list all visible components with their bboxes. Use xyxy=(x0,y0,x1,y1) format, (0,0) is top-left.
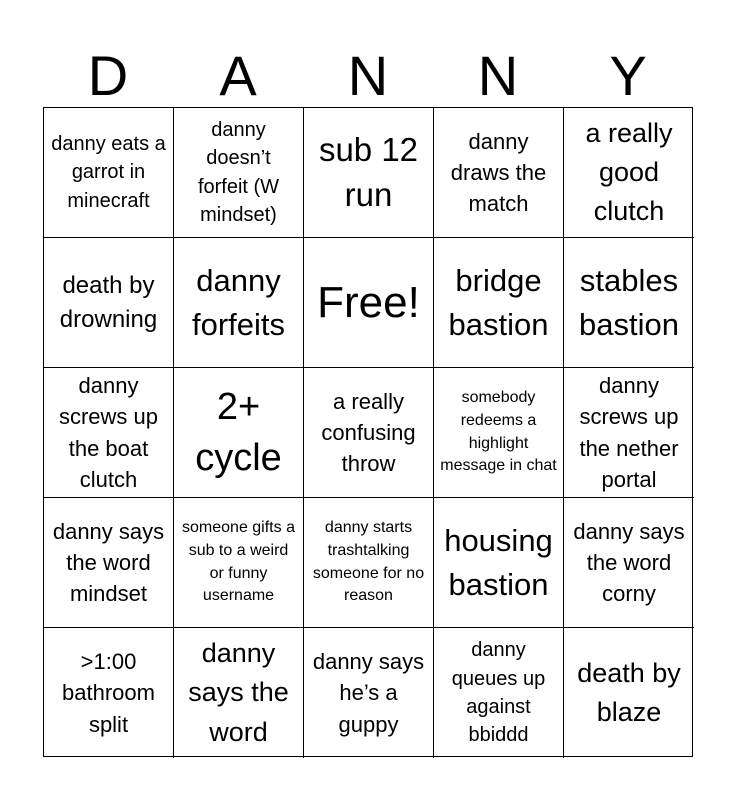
bingo-cell[interactable]: danny says the word mindset xyxy=(44,498,174,628)
bingo-header xyxy=(43,44,693,108)
header-letter-d: D xyxy=(87,44,129,107)
bingo-board xyxy=(43,107,693,757)
bingo-cell[interactable]: danny doesn’t forfeit (W mindset) xyxy=(174,108,304,238)
bingo-cell[interactable]: danny forfeits xyxy=(174,238,304,368)
header-letter-n: N xyxy=(347,44,389,107)
header-letter-a: A xyxy=(219,44,257,107)
bingo-cell[interactable]: danny screws up the boat clutch xyxy=(44,368,174,498)
bingo-cell[interactable]: a really confusing throw xyxy=(304,368,434,498)
bingo-cell[interactable]: danny says the word xyxy=(174,628,304,758)
bingo-cell[interactable]: danny says he’s a guppy xyxy=(304,628,434,758)
bingo-cell[interactable]: danny starts trashtalking someone for no reason xyxy=(304,498,434,628)
bingo-cell[interactable]: death by blaze xyxy=(577,657,681,727)
bingo-cell[interactable]: >1:00 bathroom split xyxy=(44,628,174,758)
bingo-cell[interactable]: housing bastion xyxy=(434,498,564,628)
bingo-cell[interactable]: a really good clutch xyxy=(564,108,694,238)
bingo-cell[interactable]: bridge bastion xyxy=(434,238,564,368)
bingo-cell[interactable]: danny draws the match xyxy=(434,108,564,238)
bingo-cell[interactable]: sub 12 run xyxy=(304,108,434,238)
bingo-cell[interactable]: 2+ cycle xyxy=(174,368,304,498)
bingo-cell[interactable]: danny screws up the nether portal xyxy=(564,368,694,498)
header-letter-y: Y xyxy=(609,44,647,107)
bingo-cell[interactable]: someone gifts a sub to a weird or funny username xyxy=(174,498,304,628)
bingo-cell[interactable]: danny queues up against bbiddd xyxy=(434,628,564,758)
bingo-cell[interactable]: stables bastion xyxy=(564,238,694,368)
free-space-cell[interactable]: Free! xyxy=(304,238,434,368)
bingo-cell[interactable]: danny says the word corny xyxy=(564,498,694,628)
bingo-cell[interactable]: somebody redeems a highlight message in chat xyxy=(434,368,564,498)
bingo-cell[interactable]: death by drowning xyxy=(44,238,174,368)
bingo-cell[interactable]: danny eats a garrot in minecraft xyxy=(44,108,174,238)
header-letter-n-2: N xyxy=(477,44,519,107)
